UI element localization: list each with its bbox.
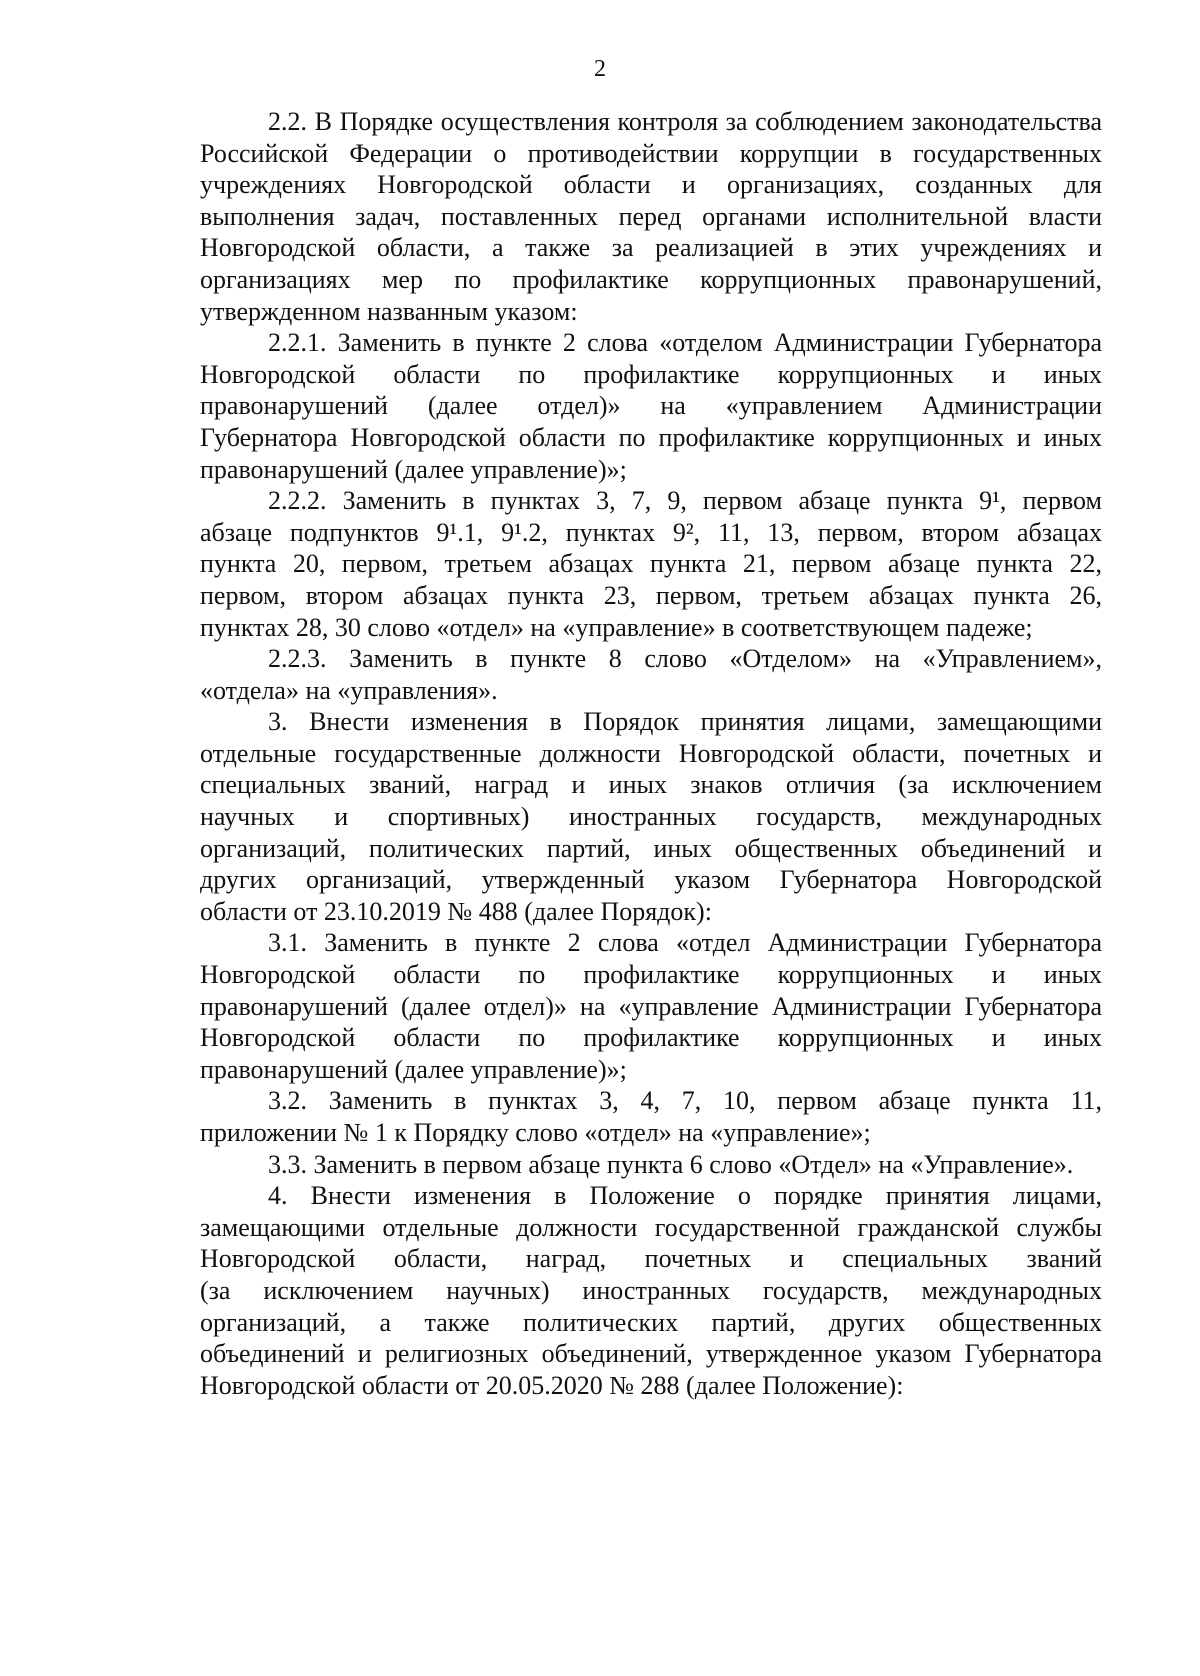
text-line: (за исключением научных) иностранных государств, международных xyxy=(200,1275,1102,1305)
text-line: отдельные государственные должности Новгородской области, почетных и xyxy=(200,738,1102,768)
text-line: выполнения задач, поставленных перед органами исполнительной власти xyxy=(200,201,1102,231)
page-number: 2 xyxy=(594,56,606,82)
text-line: пункта 20, первом, третьем абзацах пункта 21, первом абзаце пункта 22, xyxy=(200,549,1102,579)
text-line: учреждениях Новгородской области и организациях, созданных для xyxy=(200,170,1102,200)
document-body xyxy=(200,106,1102,1401)
text-line: Новгородской области по профилактике коррупционных и иных xyxy=(200,359,1102,389)
text-line: правонарушений (далее управление)»; xyxy=(200,1054,627,1084)
text-line: 3.1. Заменить в пункте 2 слова «отдел Администрации Губернатора xyxy=(268,928,1102,958)
paragraph-2-2-1 xyxy=(200,327,1102,485)
text-line: Губернатора Новгородской области по профилактике коррупционных и иных xyxy=(200,422,1102,452)
paragraph-2-2-2 xyxy=(200,485,1102,643)
paragraph-3-1 xyxy=(200,927,1102,1085)
text-line: правонарушений (далее управление)»; xyxy=(200,454,627,484)
text-line: Новгородской области, наград, почетных и специальных званий xyxy=(200,1244,1102,1274)
text-line: 2.2.3. Заменить в пункте 8 слово «Отделом» на «Управлением», xyxy=(268,644,1102,674)
text-line: замещающими отдельные должности государственной гражданской службы xyxy=(200,1212,1102,1242)
text-line: правонарушений (далее отдел)» на «управление Администрации Губернатора xyxy=(200,991,1102,1021)
text-line: пунктах 28, 30 слово «отдел» на «управление» в соответствующем падеже; xyxy=(200,612,1033,642)
text-line: организаций, политических партий, иных общественных объединений и xyxy=(200,833,1102,863)
text-line: Новгородской области, а также за реализацией в этих учреждениях и xyxy=(200,233,1102,263)
text-line: 2.2.1. Заменить в пункте 2 слова «отделом Администрации Губернатора xyxy=(268,328,1102,358)
text-line: организаций, а также политических партий, других общественных xyxy=(200,1307,1102,1337)
text-line: приложении № 1 к Порядку слово «отдел» на «управление»; xyxy=(200,1118,871,1147)
text-line: 3.3. Заменить в первом абзаце пункта 6 слово «Отдел» на «Управление». xyxy=(268,1149,1074,1179)
paragraph-4 xyxy=(200,1180,1102,1401)
text-line: Новгородской области по профилактике коррупционных и иных xyxy=(200,960,1102,990)
text-line: утвержденном названным указом: xyxy=(200,296,578,326)
text-line: первом, втором абзацах пункта 23, первом, третьем абзацах пункта 26, xyxy=(200,580,1102,610)
paragraph-3-3 xyxy=(200,1149,1102,1181)
text-line: Новгородской области по профилактике коррупционных и иных xyxy=(200,1023,1102,1053)
paragraph-2-2 xyxy=(200,106,1102,327)
text-line: абзаце подпунктов 9¹.1, 9¹.2, пунктах 9², 11, 13, первом, втором абзацах xyxy=(200,517,1102,547)
text-line: Новгородской области от 20.05.2020 № 288 (далее Положение): xyxy=(200,1370,904,1400)
text-line: 2.2.2. Заменить в пунктах 3, 7, 9, первом абзаце пункта 9¹, первом xyxy=(268,486,1102,516)
text-line: научных и спортивных) иностранных государств, международных xyxy=(200,802,1102,832)
paragraph-2-2-3 xyxy=(200,643,1102,706)
paragraph-3-2 xyxy=(200,1085,1102,1148)
text-line: 3. Внести изменения в Порядок принятия лицами, замещающими xyxy=(268,707,1102,737)
text-line: правонарушений (далее отдел)» на «управлением Администрации xyxy=(200,391,1102,421)
text-line: 4. Внести изменения в Положение о порядке принятия лицами, xyxy=(268,1181,1102,1211)
text-line: 2.2. В Порядке осуществления контроля за соблюдением законодательства xyxy=(268,107,1102,136)
text-line: Российской Федерации о противодействии коррупции в государственных xyxy=(200,138,1102,168)
text-line: специальных званий, наград и иных знаков отличия (за исключением xyxy=(200,770,1102,800)
text-line: области от 23.10.2019 № 488 (далее Порядок): xyxy=(200,896,712,926)
text-line: объединений и религиозных объединений, утвержденное указом Губернатора xyxy=(200,1339,1102,1369)
text-line: 3.2. Заменить в пунктах 3, 4, 7, 10, первом абзаце пункта 11, xyxy=(268,1086,1102,1116)
text-line: организациях мер по профилактике коррупционных правонарушений, xyxy=(200,264,1102,294)
text-line: других организаций, утвержденный указом Губернатора Новгородской xyxy=(200,865,1102,895)
text-line: «отдела» на «управления». xyxy=(200,675,498,705)
paragraph-3 xyxy=(200,706,1102,927)
